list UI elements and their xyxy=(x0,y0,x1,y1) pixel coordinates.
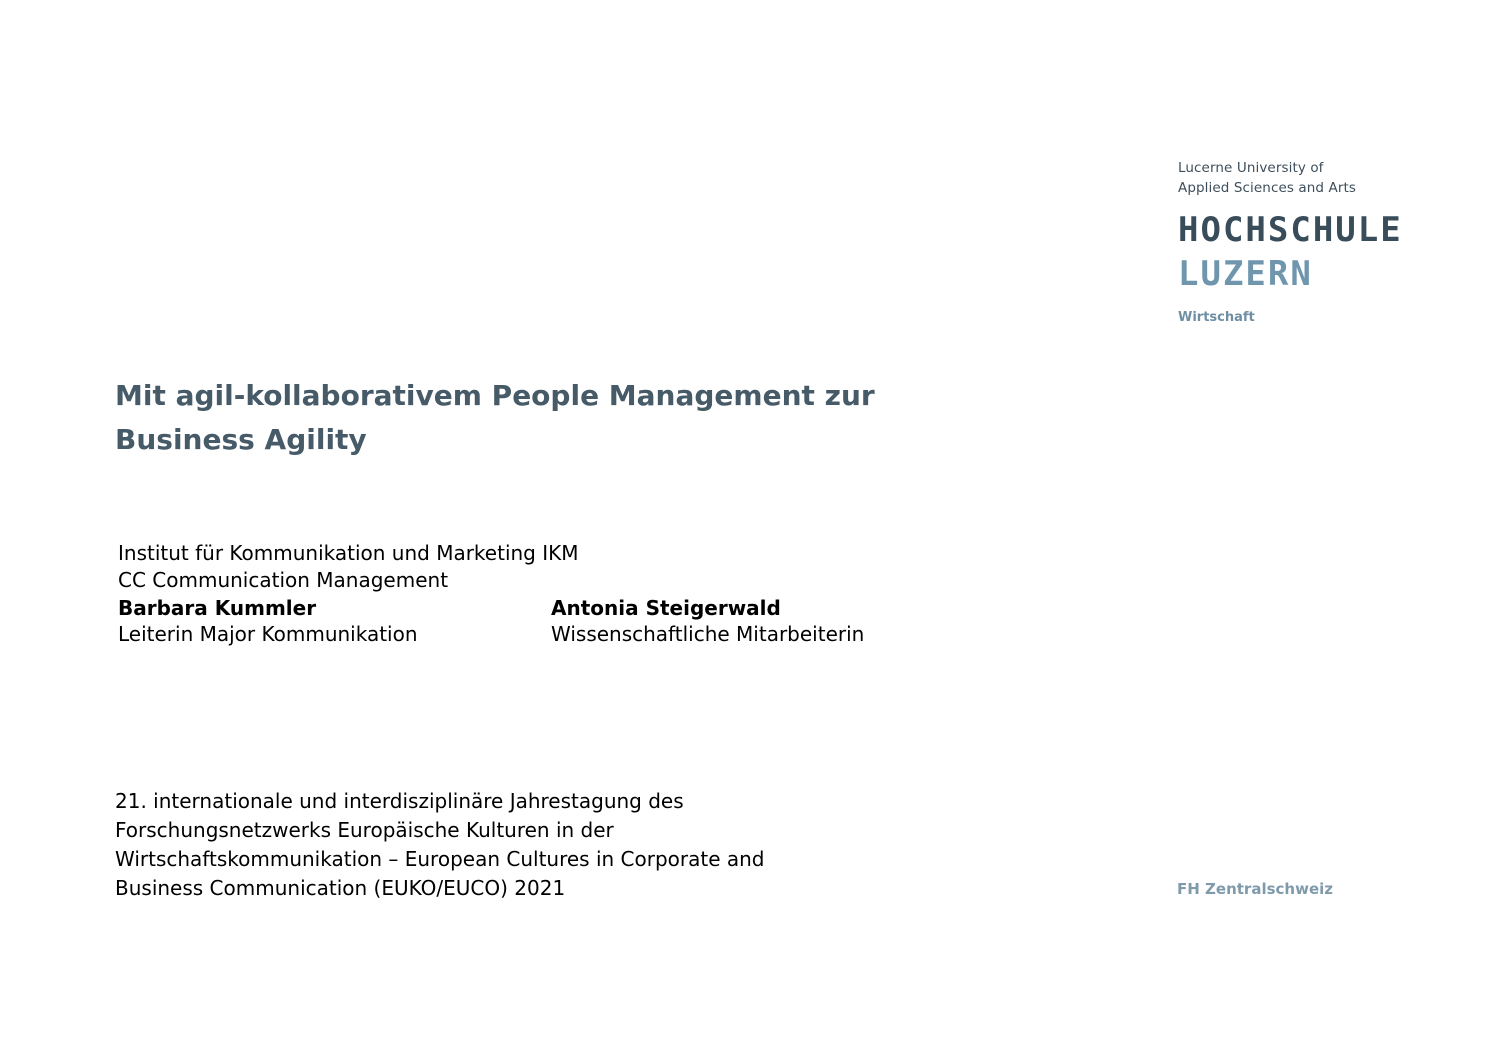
author-1-name: Barbara Kummler xyxy=(118,596,317,620)
logo-department: Wirtschaft xyxy=(1178,310,1255,325)
logo-subtitle xyxy=(1178,158,1478,198)
logo-wordmark-line-2: LUZERN xyxy=(1178,254,1313,294)
institute-line-2: CC Communication Management xyxy=(118,568,449,592)
title-line-2: Business Agility xyxy=(115,423,367,456)
institute-info xyxy=(118,540,579,594)
conference-line-3: Wirtschaftskommunikation – European Cultures in Corporate and xyxy=(115,847,765,871)
conference-line-4: Business Communication (EUKO/EUCO) 2021 xyxy=(115,876,566,900)
fh-zentralschweiz-label: FH Zentralschweiz xyxy=(1177,880,1333,898)
presentation-title xyxy=(115,374,1015,462)
author-2 xyxy=(551,595,864,647)
institute-line-1: Institut für Kommunikation und Marketing IKM xyxy=(118,541,579,565)
title-line-1: Mit agil-kollaborativem People Management zur xyxy=(115,379,875,412)
author-2-name: Antonia Steigerwald xyxy=(551,596,781,620)
university-logo xyxy=(1178,158,1478,325)
logo-subtitle-line-1: Lucerne University of xyxy=(1178,160,1324,176)
author-1 xyxy=(118,595,418,647)
author-1-role: Leiterin Major Kommunikation xyxy=(118,622,418,646)
logo-wordmark-line-1: HOCHSCHULE xyxy=(1178,210,1403,250)
conference-line-2: Forschungsnetzwerks Europäische Kulturen in der xyxy=(115,818,614,842)
conference-line-1: 21. internationale und interdisziplinäre Jahrestagung des xyxy=(115,789,684,813)
logo-subtitle-line-2: Applied Sciences and Arts xyxy=(1178,180,1356,196)
author-2-role: Wissenschaftliche Mitarbeiterin xyxy=(551,622,865,646)
conference-info xyxy=(115,787,875,903)
logo-wordmark xyxy=(1178,210,1478,294)
